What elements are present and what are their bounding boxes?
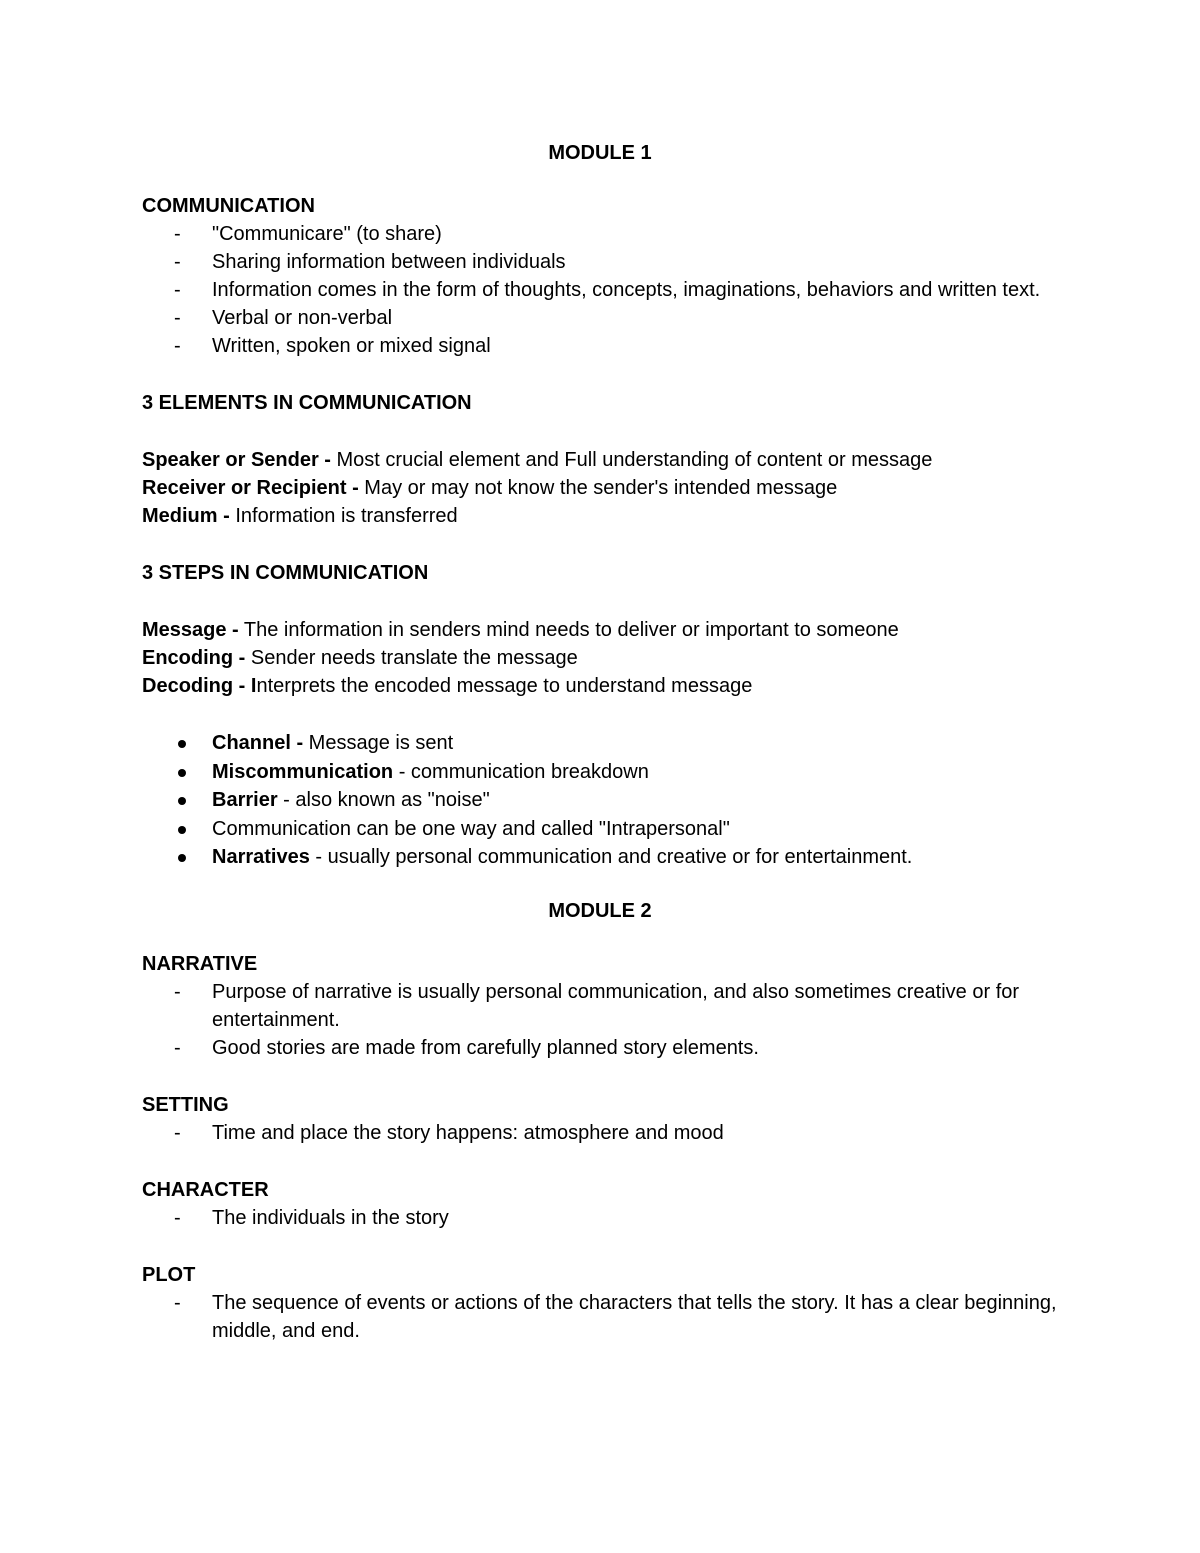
bullet-icon — [178, 854, 186, 862]
bullet-item: Miscommunication - communication breakdown — [142, 758, 1072, 787]
list-item: - Information comes in the form of thoughts, concepts, imaginations, behaviors and written text. — [174, 279, 1041, 301]
plot-heading: PLOT — [142, 1263, 196, 1286]
definition-item: Speaker or Sender - Most crucial element and Full understanding of content or message — [142, 449, 933, 471]
list-item: - Good stories are made from carefully planned story elements. — [174, 1036, 759, 1059]
character-heading: CHARACTER — [142, 1178, 269, 1201]
bullet-icon — [178, 797, 186, 805]
module-2-title: MODULE 2 — [548, 899, 652, 922]
bullet-item: Channel - Message is sent — [142, 729, 1072, 758]
list-item: - Purpose of narrative is usually personal communication, and also sometimes creative or for entertainment. — [174, 980, 1020, 1031]
list-item: - Verbal or non-verbal — [174, 307, 393, 329]
definition-item: Receiver or Recipient - May or may not know the sender's intended message — [142, 477, 838, 499]
steps-heading: 3 STEPS IN COMMUNICATION — [142, 562, 429, 584]
bullet-item: Communication can be one way and called "Intrapersonal" — [142, 815, 1072, 844]
list-item: - Time and place the story happens: atmosphere and mood — [174, 1121, 724, 1144]
bullet-icon — [178, 826, 186, 834]
bullet-item: Barrier - also known as "noise" — [142, 786, 1072, 815]
list-item: - Sharing information between individuals — [174, 251, 566, 273]
definition-item: Encoding - Sender needs translate the message — [142, 647, 578, 669]
elements-heading: 3 ELEMENTS IN COMMUNICATION — [142, 392, 472, 414]
list-item: - Written, spoken or mixed signal — [174, 335, 491, 357]
communication-heading: COMMUNICATION — [142, 195, 315, 217]
bullet-item: Narratives - usually personal communication and creative or for entertainment. — [142, 843, 1072, 872]
definition-item: Decoding - Interprets the encoded message to understand message — [142, 675, 753, 697]
definition-item: Message - The information in senders mind needs to deliver or important to someone — [142, 619, 899, 641]
bullet-icon — [178, 740, 186, 748]
document-page — [142, 136, 1072, 1345]
list-item: - The sequence of events or actions of the characters that tells the story. It has a clear beginning, middle, and end. — [174, 1291, 1057, 1342]
setting-heading: SETTING — [142, 1093, 229, 1116]
narrative-heading: NARRATIVE — [142, 952, 258, 975]
module-1-title: MODULE 1 — [548, 142, 652, 164]
list-item: - The individuals in the story — [174, 1206, 449, 1229]
definition-item: Medium - Information is transferred — [142, 505, 458, 527]
bullet-icon — [178, 769, 186, 777]
list-item: - "Communicare" (to share) — [174, 223, 442, 245]
